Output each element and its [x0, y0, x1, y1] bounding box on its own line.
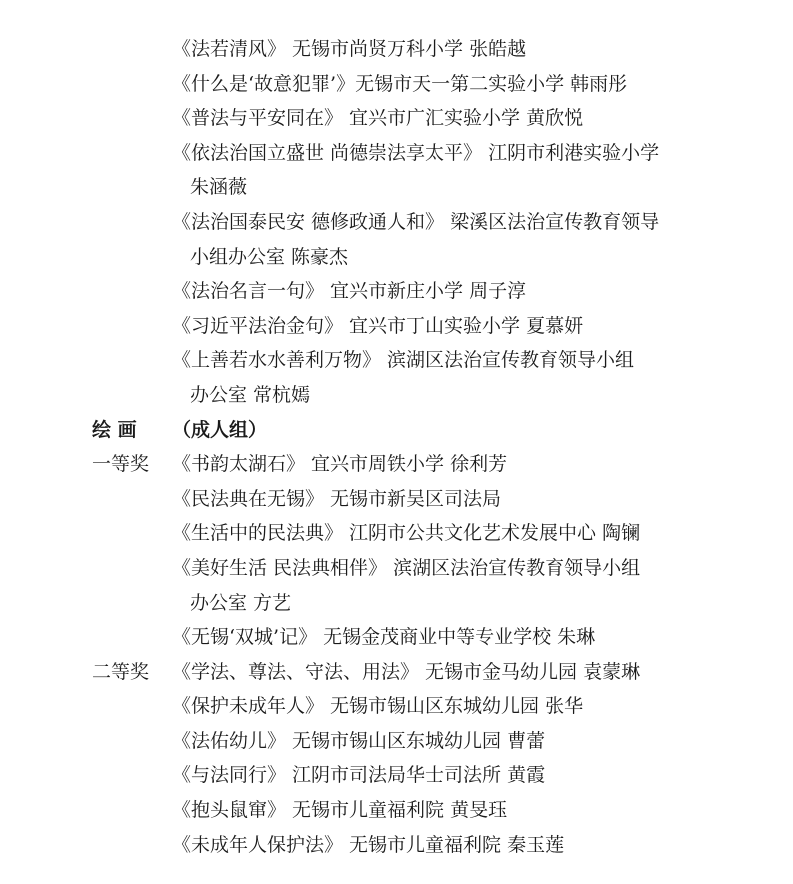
entry-text: 《什么是‘故意犯罪’》无锡市天一第二实验小学 韩雨彤	[172, 72, 628, 95]
award-entry	[0, 447, 793, 482]
award-entry	[0, 551, 793, 586]
award-entry	[0, 482, 793, 517]
entry-text: 《生活中的民法典》 江阴市公共文化艺术发展中心 陶镧	[172, 522, 641, 545]
award-list-document	[0, 32, 793, 862]
award-entry	[0, 516, 793, 551]
entry-text-continued: 办公室 方艺	[190, 591, 292, 614]
entry-text: 《学法、尊法、守法、用法》 无锡市金马幼儿园 袁蒙琳	[172, 660, 641, 683]
award-entry	[0, 274, 793, 309]
award-entry	[0, 309, 793, 344]
entry-text: 《保护未成年人》 无锡市锡山区东城幼儿园 张华	[172, 695, 584, 718]
entry-text-continued: 办公室 常杭嫣	[190, 383, 311, 406]
entry-text: 《未成年人保护法》 无锡市儿童福利院 秦玉莲	[172, 833, 565, 856]
award-entry	[0, 32, 793, 67]
award-entry	[0, 689, 793, 724]
entry-text: 《上善若水水善利万物》 滨湖区法治宣传教育领导小组	[172, 349, 635, 372]
award-entry	[0, 101, 793, 136]
entry-text: 《法治名言一句》 宜兴市新庄小学 周子淳	[172, 280, 527, 303]
award-entry	[0, 136, 793, 171]
entry-text: 《法佑幼儿》 无锡市锡山区东城幼儿园 曹蕾	[172, 729, 546, 752]
entry-text: 《法若清风》 无锡市尚贤万科小学 张皓越	[172, 38, 527, 60]
section-subtitle: （成人组）	[172, 418, 268, 441]
entry-text-continued: 朱涵薇	[190, 176, 248, 199]
award-entry	[0, 793, 793, 828]
award-level-label: 二等奖	[92, 660, 150, 683]
award-entry	[0, 758, 793, 793]
award-entry-continuation	[0, 586, 793, 621]
award-entry-continuation	[0, 240, 793, 275]
entry-text-continued: 小组办公室 陈豪杰	[190, 245, 349, 268]
entry-text: 《美好生活 民法典相伴》 滨湖区法治宣传教育领导小组	[172, 556, 641, 579]
award-entry	[0, 620, 793, 655]
award-entry	[0, 67, 793, 102]
award-level-label: 一等奖	[92, 453, 150, 476]
entry-text: 《法治国泰民安 德修政通人和》 梁溪区法治宣传教育领导	[172, 210, 660, 233]
entry-text: 《普法与平安同在》 宜兴市广汇实验小学 黄欣悦	[172, 107, 584, 130]
entry-text: 《与法同行》 江阴市司法局华士司法所 黄霞	[172, 764, 546, 787]
entry-text: 《抱头鼠窜》 无锡市儿童福利院 黄旻珏	[172, 799, 508, 822]
award-entry	[0, 655, 793, 690]
entry-text: 《依法治国立盛世 尚德崇法享太平》 江阴市利港实验小学	[172, 141, 660, 164]
award-entry	[0, 828, 793, 863]
entry-text: 《习近平法治金句》 宜兴市丁山实验小学 夏慕妍	[172, 314, 584, 337]
award-entry	[0, 205, 793, 240]
award-entry	[0, 724, 793, 759]
award-entry	[0, 343, 793, 378]
entry-text: 《民法典在无锡》 无锡市新吴区司法局	[172, 487, 502, 510]
section-heading	[0, 413, 793, 448]
award-entry-continuation	[0, 378, 793, 413]
entry-text: 《书韵太湖石》 宜兴市周铁小学 徐利芳	[172, 453, 508, 476]
award-entry-continuation	[0, 170, 793, 205]
section-title: 绘 画	[92, 418, 137, 441]
entry-text: 《无锡‘双城’记》 无锡金茂商业中等专业学校 朱琳	[172, 626, 596, 649]
